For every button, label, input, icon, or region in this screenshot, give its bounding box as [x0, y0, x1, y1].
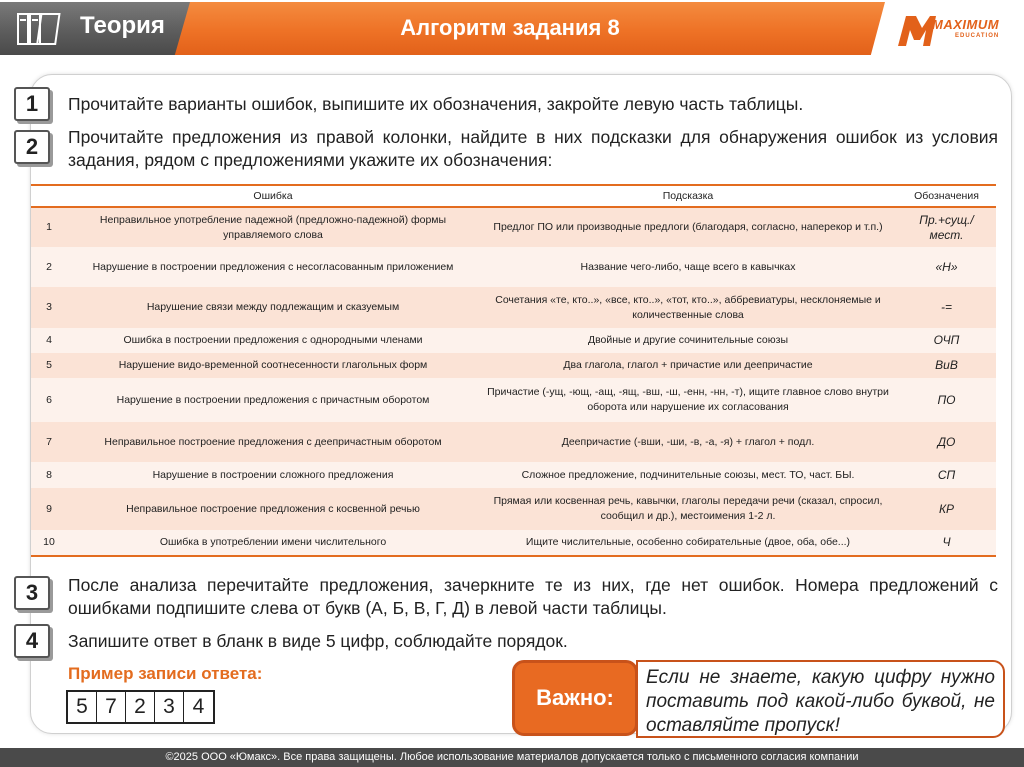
answer-digit-cell: 2: [126, 692, 155, 722]
row-error: Нарушение связи между подлежащим и сказуемым: [67, 287, 479, 328]
table-header-row: [31, 185, 996, 207]
row-hint: Сочетания «те, кто..», «все, кто..», «тот, кто..», аббревиатуры, несклоняемые и количественные слова: [479, 287, 897, 328]
table-row: [31, 422, 996, 462]
row-num: 7: [31, 422, 67, 462]
important-note: Если не знаете, какую цифру нужно поставить под какой-либо буквой, не оставляйте пропуск!: [636, 660, 1005, 738]
step-text-4: Запишите ответ в бланк в виде 5 цифр, соблюдайте порядок.: [68, 631, 568, 651]
row-mark: ВиВ: [897, 353, 996, 378]
step-badge-2: 2: [14, 130, 50, 164]
important-label-box: Важно:: [512, 660, 638, 736]
table-row: [31, 328, 996, 353]
row-error: Нарушение в построении сложного предложения: [67, 462, 479, 488]
books-icon: [16, 10, 66, 48]
row-num: 5: [31, 353, 67, 378]
row-hint: Деепричастие (-вши, -ши, -в, -а, -я) + глагол + подл.: [479, 422, 897, 462]
row-num: 10: [31, 530, 67, 556]
page-title: Алгоритм задания 8: [400, 15, 620, 40]
row-mark: «Н»: [897, 247, 996, 287]
row-num: 3: [31, 287, 67, 328]
row-num: 2: [31, 247, 67, 287]
row-mark: ПО: [897, 378, 996, 422]
table-row: [31, 488, 996, 530]
row-mark: -=: [897, 287, 996, 328]
row-hint: Название чего-либо, чаще всего в кавычках: [479, 247, 897, 287]
table-row: [31, 462, 996, 488]
answer-digit-cell: 4: [192, 695, 205, 718]
row-num: 1: [31, 207, 67, 247]
row-hint: Прямая или косвенная речь, кавычки, глаголы передачи речи (сказал, спросил, сообщил и др.), местоимения 1-2 л.: [479, 488, 897, 530]
row-hint: Сложное предложение, подчинительные союзы, мест. ТО, част. БЫ.: [479, 462, 897, 488]
row-error: Нарушение видо-временной соотнесенности глагольных форм: [67, 353, 479, 378]
section-title: Теория: [80, 12, 165, 39]
row-num: 9: [31, 488, 67, 530]
step-badge-1: 1: [14, 87, 50, 121]
row-error: Нарушение в построении предложения с несогласованным приложением: [67, 247, 479, 287]
row-hint: Двойные и другие сочинительные союзы: [479, 328, 897, 353]
header-bar: [0, 0, 1024, 58]
example-label: Пример записи ответа:: [68, 664, 263, 683]
row-mark: Пр.+сущ./ мест.: [897, 207, 996, 247]
answer-digit-cell: 3: [155, 692, 184, 722]
row-error: Неправильное построение предложения с деепричастным оборотом: [67, 422, 479, 462]
row-error: Ошибка в построении предложения с однородными членами: [67, 328, 479, 353]
header-num: [31, 185, 67, 207]
header-hint: Подсказка: [479, 185, 897, 207]
header-error: Ошибка: [67, 185, 479, 207]
row-num: 8: [31, 462, 67, 488]
table-row: [31, 207, 996, 247]
step-text-3: После анализа перечитайте предложения, зачеркните те из них, где нет ошибок. Номера предложений с ошибками подпишите слева от букв (А, Б, В, Г, Д) в левой части таблицы.: [68, 575, 998, 618]
row-mark: КР: [897, 488, 996, 530]
logo-wordmark: MAXIMUM: [932, 17, 1000, 32]
table-row: [31, 353, 996, 378]
errors-table: [31, 184, 996, 557]
row-hint: Предлог ПО или производные предлоги (благодаря, согласно, наперекор и т.п.): [479, 207, 897, 247]
header-mark: Обозначения: [897, 185, 996, 207]
table-row: [31, 287, 996, 328]
header-divider: [885, 2, 891, 55]
row-error: Нарушение в построении предложения с причастным оборотом: [67, 378, 479, 422]
footer-copyright: ©2025 ООО «Юмакс». Все права защищены. Любое использование материалов допускается только с письменного согласия компании: [0, 748, 1024, 767]
row-error: Неправильное употребление падежной (предложно-падежной) формы управляемого слова: [67, 207, 479, 247]
table-row: [31, 378, 996, 422]
row-mark: ДО: [897, 422, 996, 462]
row-mark: ОЧП: [897, 328, 996, 353]
answer-digit-cell: 7: [97, 692, 126, 722]
table-row: [31, 530, 996, 556]
step-text-1: Прочитайте варианты ошибок, выпишите их обозначения, закройте левую часть таблицы.: [68, 94, 804, 114]
example-answer-boxes: [66, 690, 215, 724]
row-error: Неправильное построение предложения с косвенной речью: [67, 488, 479, 530]
step-badge-3: 3: [14, 576, 50, 610]
table-row: [31, 247, 996, 287]
row-hint: Ищите числительные, особенно собирательные (двое, оба, обе...): [479, 530, 897, 556]
row-hint: Причастие (-ущ, -ющ, -ащ, -ящ, -вш, -ш, -енн, -нн, -т), ищите главное слово внутри оборота или нарушение их согласования: [479, 378, 897, 422]
logo-subtitle: EDUCATION: [955, 33, 1000, 39]
row-error: Ошибка в употреблении имени числительного: [67, 530, 479, 556]
row-hint: Два глагола, глагол + причастие или деепричастие: [479, 353, 897, 378]
step-badge-4: 4: [14, 624, 50, 658]
row-num: 6: [31, 378, 67, 422]
row-mark: СП: [897, 462, 996, 488]
step-text-2: Прочитайте предложения из правой колонки, найдите в них подсказки для обнаружения ошибок из условия задания, рядом с предложениями укажите их обозначения:: [68, 127, 998, 170]
row-mark: Ч: [897, 530, 996, 556]
row-num: 4: [31, 328, 67, 353]
answer-digit-cell: 5: [68, 692, 97, 722]
